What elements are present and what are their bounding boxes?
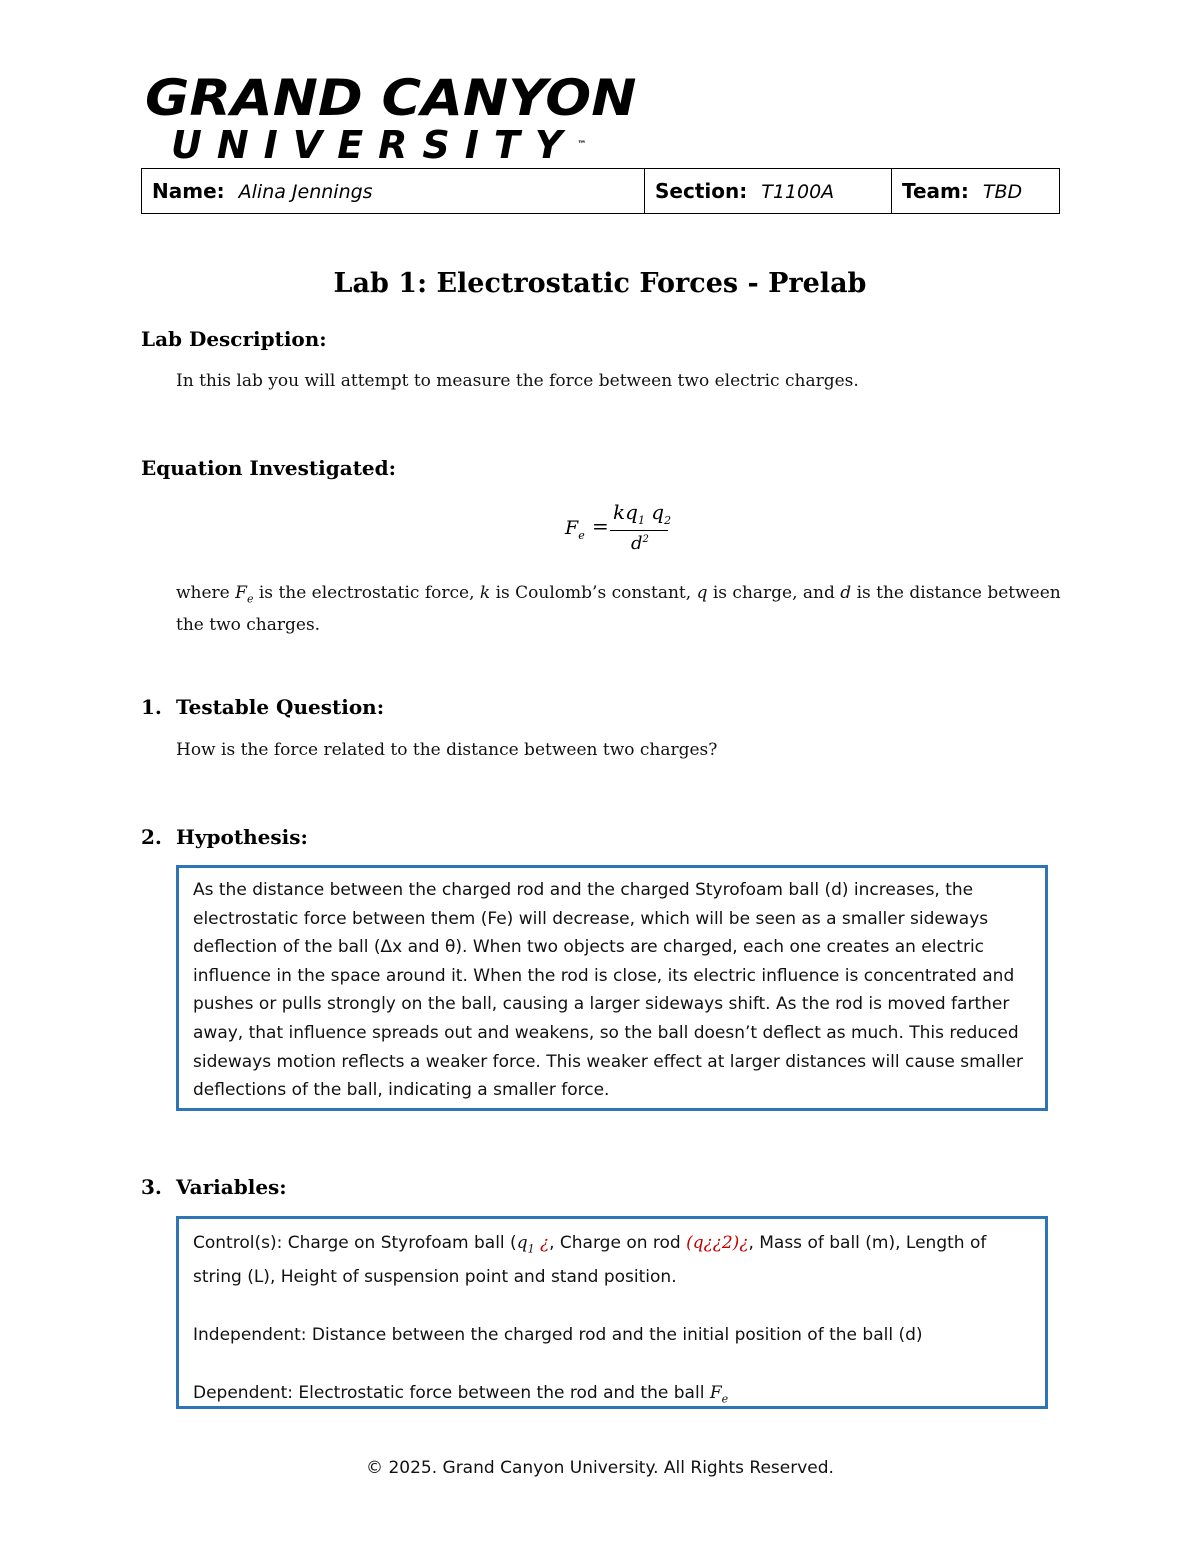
testable-question-heading: 1. Testable Question: (141, 695, 385, 719)
dependent-variable: Dependent: Electrostatic force between the rod and the ball $F_e$ (193, 1383, 729, 1406)
page-title: Lab 1: Electrostatic Forces - Prelab (333, 268, 867, 299)
equation-heading: Equation Investigated: (141, 456, 397, 480)
student-info-table (141, 168, 1060, 214)
equation-explanation (176, 580, 1061, 639)
testable-question-text: How is the force related to the distance between two charges? (176, 740, 718, 760)
team-value: TBD (982, 181, 1023, 203)
hypothesis-line: sideways motion reflects a weaker force. This weaker effect at larger distances will cause smaller (193, 1051, 1024, 1072)
hypothesis-heading: 2. Hypothesis: (141, 825, 308, 849)
name-value: Alina Jennings (238, 181, 373, 203)
name-label: Name: (152, 179, 225, 203)
equation-equals: = (592, 514, 609, 538)
equation-explanation-line1: where $F_e$ is the electrostatic force, k is Coulomb’s constant, q is charge, and d is the distance between (176, 583, 1061, 606)
hypothesis-box[interactable] (176, 865, 1048, 1111)
logo-line2 (171, 123, 600, 167)
independent-variable: Independent: Distance between the charged rod and the initial position of the ball (d) (193, 1325, 923, 1346)
variables-box[interactable] (176, 1216, 1048, 1409)
lab-description-text: In this lab you will attempt to measure the force between two electric charges. (176, 371, 859, 391)
equation-lhs: $F_e$ (565, 517, 585, 542)
copyright-footer: © 2025. Grand Canyon University. All Rights Reserved. (366, 1458, 834, 1478)
control-variables-cont: string (L), Height of suspension point and stand position. (193, 1267, 677, 1288)
logo-line1: GRAND CANYON (145, 69, 637, 127)
section-value: T1100A (761, 181, 835, 203)
hypothesis-line: influence in the space around it. When the rod is close, its electric influence is concentrated and (193, 965, 1015, 986)
lab-description-heading: Lab Description: (141, 327, 327, 351)
hypothesis-line: As the distance between the charged rod and the charged Styrofoam ball (d) increases, the (193, 880, 974, 900)
section-label: Section: (655, 179, 748, 203)
variables-heading: 3. Variables: (141, 1175, 287, 1199)
hypothesis-line: pushes or pulls strongly on the ball, causing a larger sideways shift. As the rod is moved farther (193, 994, 1010, 1015)
equation-denominator: $d^2$ (631, 533, 649, 554)
fraction-bar (610, 530, 668, 531)
team-label: Team: (902, 179, 969, 203)
equation-explanation-line2: the two charges. (176, 615, 321, 636)
hypothesis-line: away, that influence spreads out and weakens, so the ball doesn’t deflect as much. This reduced (193, 1022, 1019, 1043)
hypothesis-line: electrostatic force between them (Fe) will decrease, which will be seen as a smaller sideways (193, 908, 989, 929)
trademark: ™ (577, 140, 587, 150)
university-logo (145, 69, 637, 167)
equation-numerator: $kq_1$ $q_2$ (613, 500, 672, 527)
hypothesis-line: deflections of the ball, indicating a smaller force. (193, 1080, 610, 1101)
logo-line2-text: UNIVERSITY (171, 123, 578, 167)
section-cell (645, 169, 892, 214)
team-cell (892, 169, 1060, 214)
control-variables: Control(s): Charge on Styrofoam ball ($q_1$ ¿, Charge on rod (q¿¿2)¿, Mass of ball (m), Length of (193, 1233, 987, 1256)
name-cell (142, 169, 645, 214)
hypothesis-line: deflection of the ball (Δx and θ). When two objects are charged, each one creates an electric (193, 937, 985, 958)
